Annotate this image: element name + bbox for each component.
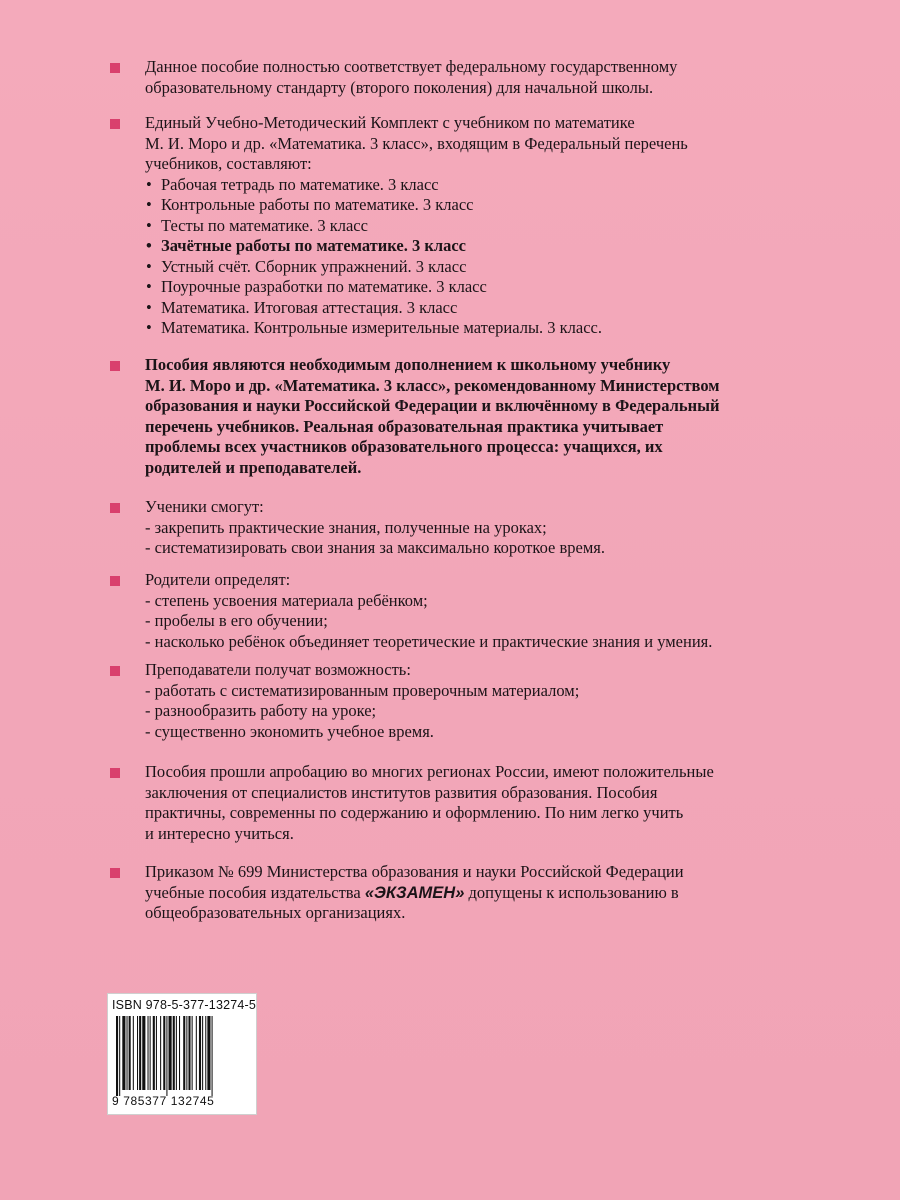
text-line: общеобразовательных организациях.: [145, 903, 406, 922]
square-bullet-icon: [110, 768, 120, 778]
text-line: - систематизировать свои знания за максимально короткое время.: [145, 538, 605, 557]
book-list-item-highlighted: • Зачётные работы по математике. 3 класс: [145, 236, 870, 257]
book-list-item: • Математика. Контрольные измерительные материалы. 3 класс.: [145, 318, 870, 339]
text-line: М. И. Моро и др. «Математика. 3 класс», рекомендованному Министерством: [145, 375, 720, 395]
barcode-bar: [179, 1016, 180, 1090]
barcode-bar: [150, 1016, 151, 1090]
text-span: допущены к использованию в: [464, 882, 679, 902]
text-line: Данное пособие полностью соответствует федеральному государственному: [145, 57, 678, 76]
barcode-bar: [142, 1016, 145, 1090]
text-line: - работать с систематизированным проверочным материалом;: [145, 680, 580, 700]
book-list-item: • Контрольные работы по математике. 3 класс: [145, 195, 870, 216]
section-umk: [110, 113, 870, 339]
text-line: Пособия прошли апробацию во многих регионах России, имеют положительные: [145, 762, 714, 781]
barcode-bar: [212, 1016, 213, 1096]
text-line: - насколько ребёнок объединяет теоретические и практические знания и умения.: [145, 631, 713, 651]
text-line: образовательному стандарту (второго поколения) для начальной школы.: [145, 77, 654, 97]
section-approbation: [110, 762, 870, 844]
text-line: учебников, составляют:: [145, 154, 312, 173]
isbn-barcode-box: [107, 993, 257, 1115]
text-line: [145, 883, 870, 904]
book-list-item: • Математика. Итоговая аттестация. 3 класс: [145, 298, 870, 319]
barcode-bar: [202, 1016, 203, 1090]
barcode-icon: [114, 1016, 250, 1096]
square-bullet-icon: [110, 503, 120, 513]
barcode-bar: [137, 1016, 138, 1090]
text-line: - закрепить практические знания, полученные на уроках;: [145, 517, 547, 537]
text-line: практичны, современны по содержанию и оформлению. По ним легко учить: [145, 803, 684, 822]
text-line: - степень усвоения материала ребёнком;: [145, 590, 428, 610]
isbn-label: ISBN 978-5-377-13274-5: [112, 998, 257, 1012]
barcode-bar: [116, 1016, 118, 1096]
barcode-bar: [199, 1016, 201, 1090]
barcode-bar: [183, 1016, 185, 1090]
text-line: проблемы всех участников образовательного процесса: учащихся, их: [145, 437, 663, 456]
barcode-bar: [127, 1016, 128, 1090]
section-order: [110, 862, 870, 924]
text-line: образования и науки Российской Федерации и включённому в Федеральный: [145, 396, 720, 415]
section-students: [110, 497, 870, 559]
text-line: и интересно учиться.: [145, 823, 294, 843]
barcode-bar: [119, 1016, 120, 1096]
book-list-item: • Устный счёт. Сборник упражнений. 3 класс: [145, 257, 870, 278]
book-list-item: • Рабочая тетрадь по математике. 3 класс: [145, 175, 870, 196]
section-teachers: [110, 660, 870, 742]
barcode-bar: [122, 1016, 125, 1090]
barcode-bar: [133, 1016, 134, 1090]
text-line: Пособия являются необходимым дополнением к школьному учебнику: [145, 355, 671, 374]
book-list: [145, 175, 870, 339]
text-line: - разнообразить работу на уроке;: [145, 701, 377, 720]
barcode-bar: [153, 1016, 155, 1090]
barcode-bar: [160, 1016, 161, 1090]
square-bullet-icon: [110, 666, 120, 676]
text-line: Приказом № 699 Министерства образования и науки Российской Федерации: [145, 862, 684, 881]
book-list-item: • Тесты по математике. 3 класс: [145, 216, 870, 237]
square-bullet-icon: [110, 361, 120, 371]
barcode-bar: [188, 1016, 190, 1090]
square-bullet-icon: [110, 119, 120, 129]
barcode-bar: [166, 1016, 167, 1096]
text-line: Преподаватели получат возможность:: [145, 660, 411, 679]
text-line: - пробелы в его обучении;: [145, 611, 328, 630]
barcode-bar: [205, 1016, 206, 1090]
text-line: Родители определят:: [145, 570, 291, 589]
square-bullet-icon: [110, 63, 120, 73]
barcode-bar: [156, 1016, 157, 1090]
barcode-bar: [129, 1016, 131, 1090]
barcode-bar: [139, 1016, 141, 1090]
text-line: перечень учебников. Реальная образовательная практика учитывает: [145, 416, 664, 436]
text-line: Ученики смогут:: [145, 497, 264, 516]
square-bullet-icon: [110, 576, 120, 586]
barcode-bar: [176, 1016, 177, 1090]
barcode-bar: [169, 1016, 172, 1090]
barcode-bar: [186, 1016, 187, 1090]
section-fgos: [110, 57, 870, 98]
barcode-bar: [173, 1016, 175, 1090]
section-description: [110, 355, 870, 478]
barcode-bar: [196, 1016, 197, 1090]
text-line: родителей и преподавателей.: [145, 457, 362, 477]
barcode-bar: [207, 1016, 210, 1090]
text-line: - существенно экономить учебное время.: [145, 721, 434, 741]
barcode-bar: [148, 1016, 149, 1090]
book-list-item: • Поурочные разработки по математике. 3 класс: [145, 277, 870, 298]
text-line: заключения от специалистов институтов развития образования. Пособия: [145, 782, 658, 802]
text-line: Единый Учебно-Методический Комплект с учебником по математике: [145, 113, 635, 132]
text-span: учебные пособия издательства: [145, 882, 365, 902]
square-bullet-icon: [110, 868, 120, 878]
publisher-brand: «ЭКЗАМЕН»: [364, 883, 465, 902]
barcode-bar: [163, 1016, 165, 1090]
section-parents: [110, 570, 870, 652]
text-line: М. И. Моро и др. «Математика. 3 класс», входящим в Федеральный перечень: [145, 133, 688, 153]
barcode-bar: [192, 1016, 193, 1090]
barcode-digits: 9 785377 132745: [112, 1094, 215, 1108]
